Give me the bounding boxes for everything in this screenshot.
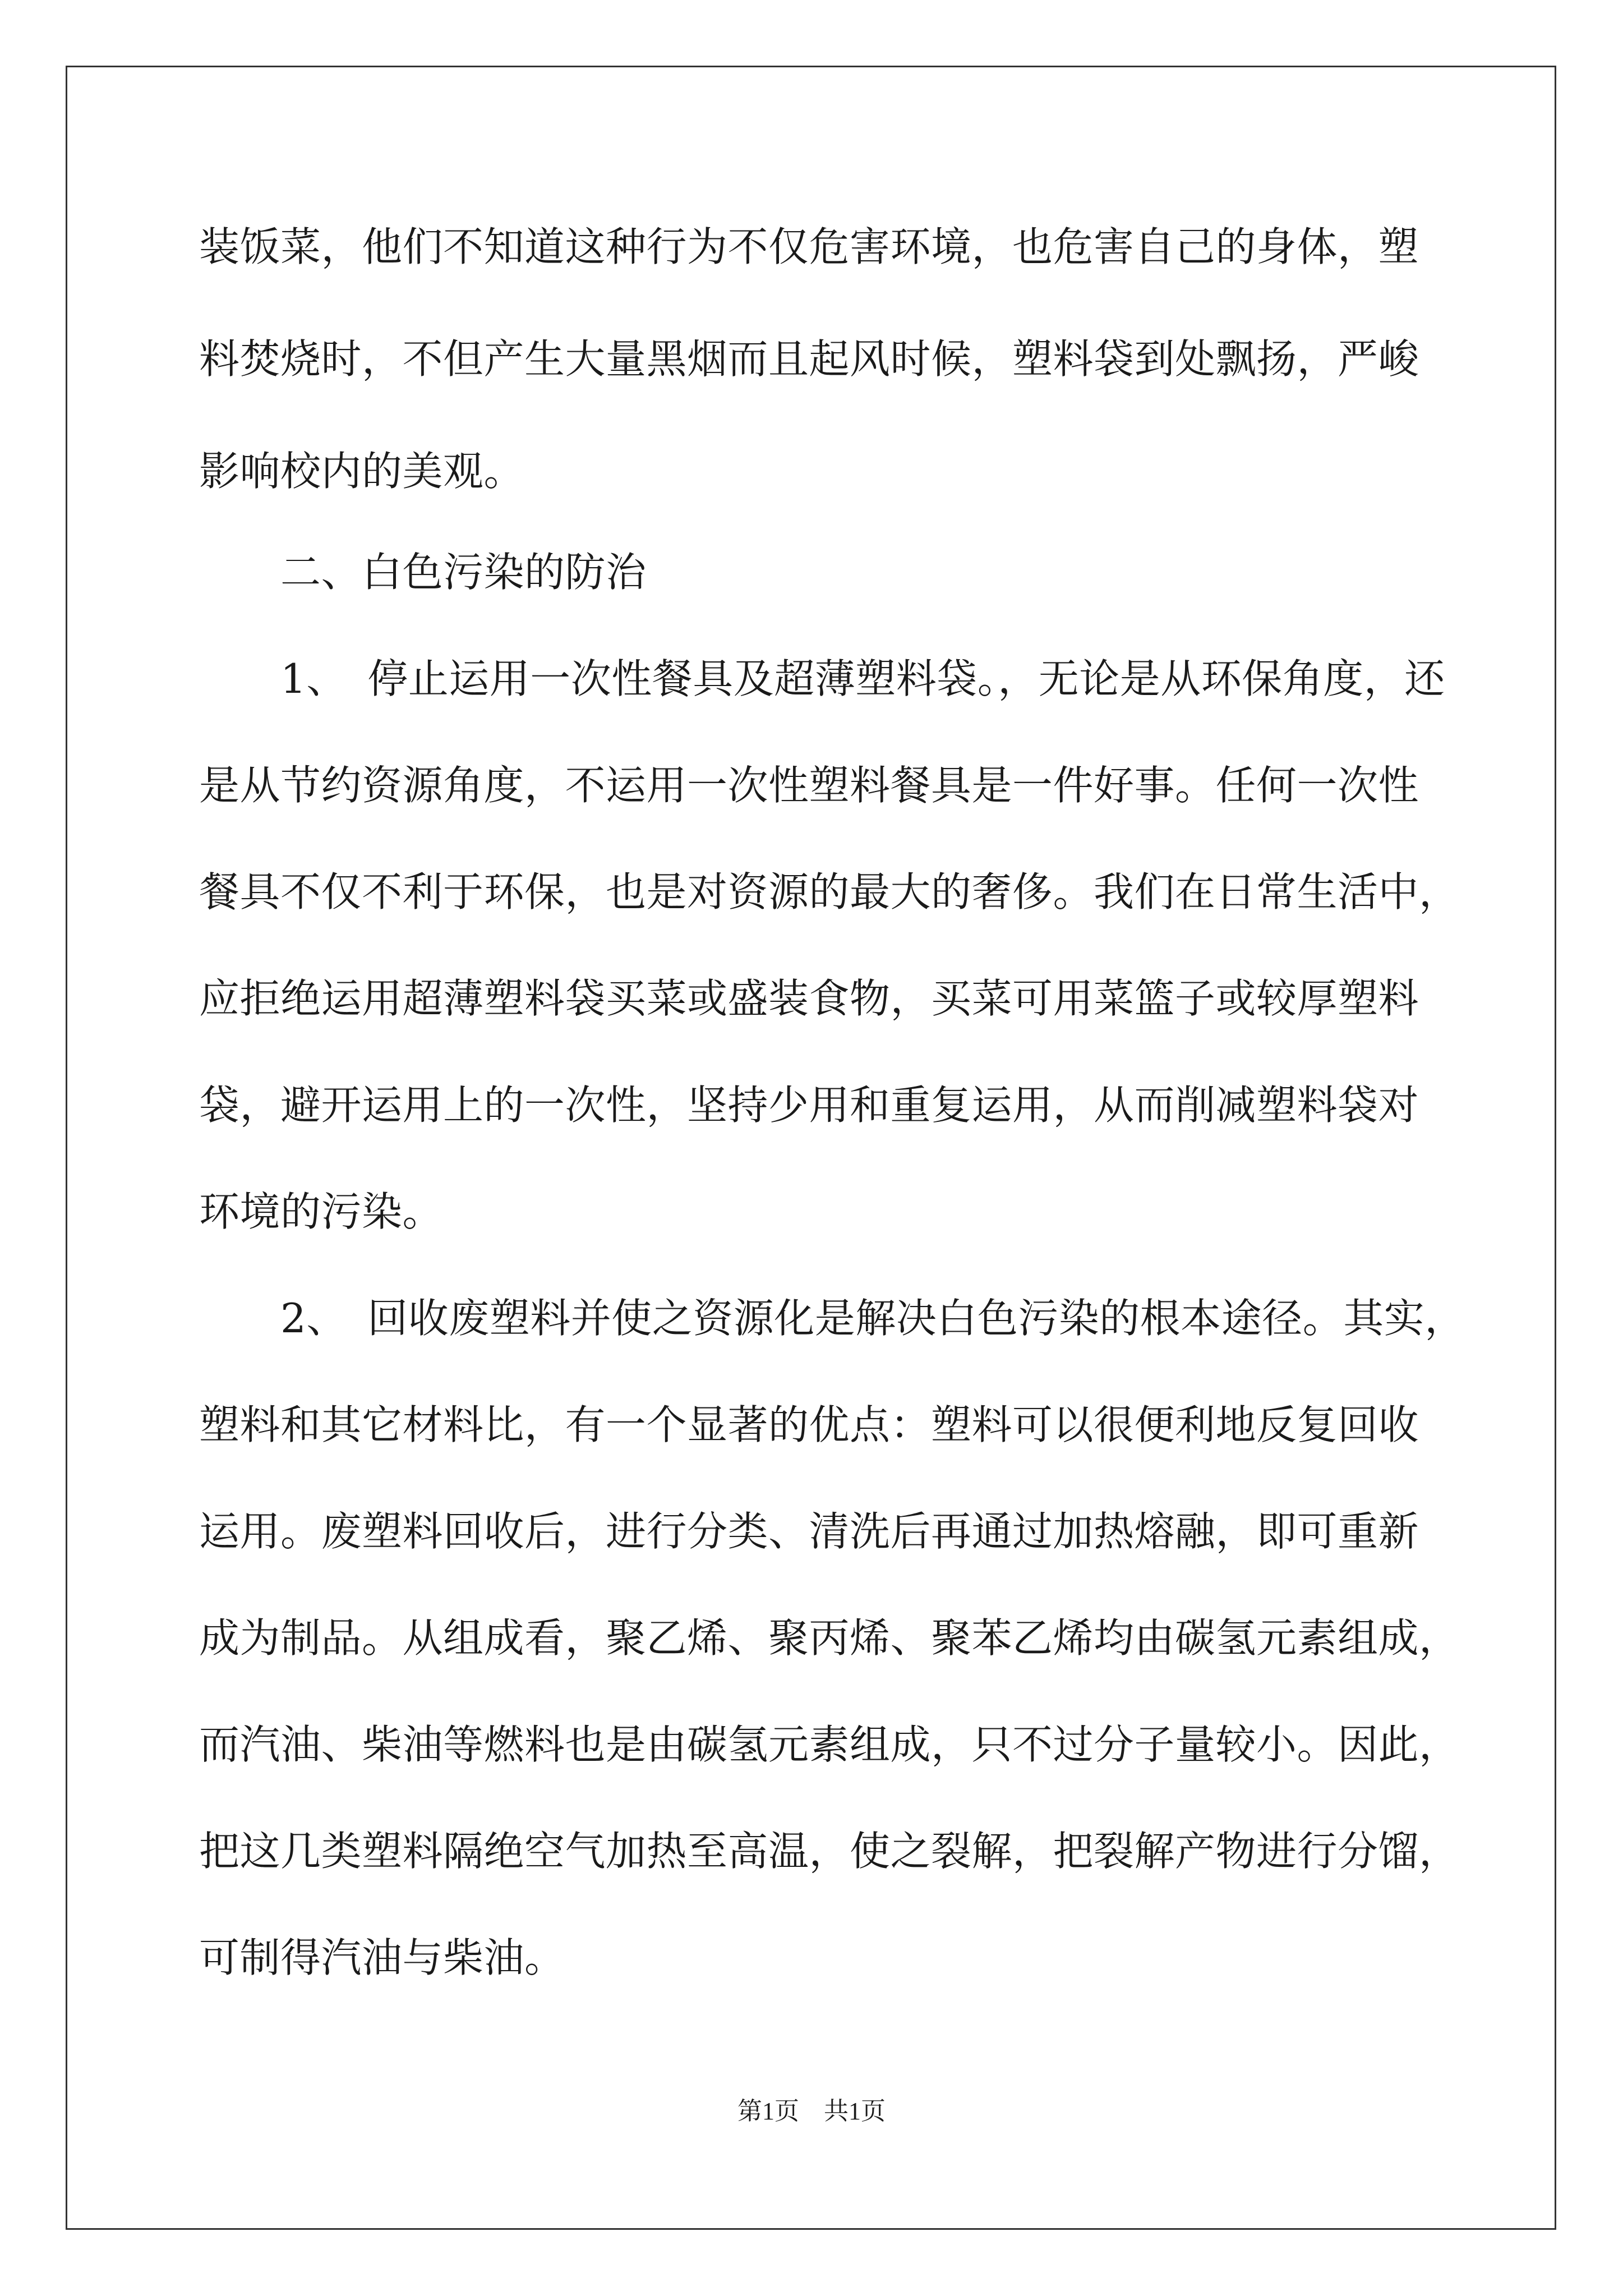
footer-spacer [799,2097,824,2125]
text-line: 1、 停止运用一次性餐具及超薄塑料袋。，无论是从环保角度，还 [280,655,1445,702]
text-line: 袋，避开运用上的一次性，坚持少用和重复运用，从而削减塑料袋对 [199,1082,1419,1129]
text-line: 运用。废塑料回收后，进行分类、清洗后再通过加热熔融，即可重新 [199,1508,1419,1555]
text-line: 餐具不仅不利于环保，也是对资源的最大的奢侈。我们在日常生活中， [199,868,1460,915]
text-line: 而汽油、柴油等燃料也是由碳氢元素组成，只不过分子量较小。因此， [199,1721,1460,1768]
page-number: 第1页 [737,2097,799,2125]
text-line: 应拒绝运用超薄塑料袋买菜或盛装食物，买菜可用菜篮子或较厚塑料 [199,975,1419,1022]
text-line: 料焚烧时，不但产生大量黑烟而且起风时候，塑料袋到处飘扬，严峻 [199,335,1419,383]
text-line: 影响校内的美观。 [199,448,525,495]
text-line: 是从节约资源角度，不运用一次性塑料餐具是一件好事。任何一次性 [199,762,1419,809]
text-line: 可制得汽油与柴油。 [199,1934,565,1981]
text-line: 2、 回收废塑料并使之资源化是解决白色污染的根本途径。其实， [280,1295,1465,1342]
section-heading: 二、白色污染的防治 [280,549,647,596]
text-line: 装饭菜，他们不知道这种行为不仅危害环境，也危害自己的身体，塑 [199,223,1419,270]
page-total: 共1页 [824,2097,886,2125]
page-footer [0,2095,1623,2128]
text-line: 把这几类塑料隔绝空气加热至高温，使之裂解，把裂解产物进行分馏， [199,1828,1460,1875]
text-line: 成为制品。从组成看，聚乙烯、聚丙烯、聚苯乙烯均由碳氢元素组成， [199,1614,1460,1662]
text-line: 塑料和其它材料比，有一个显著的优点：塑料可以很便利地反复回收 [199,1401,1419,1448]
page-border [66,66,1556,2230]
text-line: 环境的污染。 [199,1188,444,1235]
